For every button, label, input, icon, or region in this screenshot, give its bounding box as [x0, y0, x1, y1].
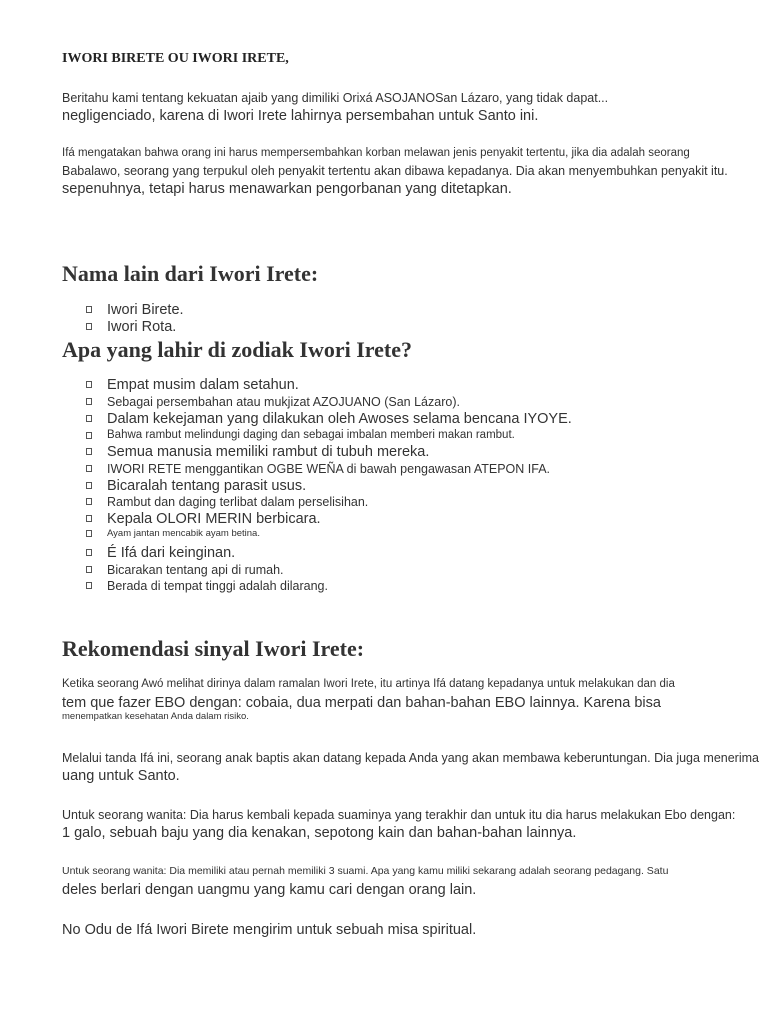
list-item: Semua manusia memiliki rambut di tubuh mereka. [86, 444, 408, 461]
rec-p4-line-2: deles berlari dengan uangmu yang kamu cari dengan orang lain. [62, 882, 477, 898]
list-item: Bicarakan tentang api di rumah. [86, 563, 263, 577]
rec-p3-line-2: 1 galo, sebuah baju yang dia kenakan, sepotong kain dan bahan-bahan lainnya. [62, 825, 577, 841]
rec-p2-line-1: Melalui tanda Ifá ini, seorang anak baptis akan datang kepada Anda yang akan membawa keberuntungan. Dia juga menerima [62, 751, 759, 765]
list-item: Sebagai persembahan atau mukjizat AZOJUANO (San Lázaro). [86, 395, 439, 409]
bullet-icon [86, 465, 92, 472]
section3-heading: Rekomendasi sinyal Iwori Irete: [62, 636, 365, 661]
intro-line-2: negligenciado, karena di Iwori Irete lahirnya persembahan untuk Santo ini. [62, 108, 539, 124]
rec-p1-line-3: menempatkan kesehatan Anda dalam risiko. [62, 711, 249, 722]
list-item: Dalam kekejaman yang dilakukan oleh Awoses selama bencana IYOYE. [86, 411, 551, 428]
rec-p1-line-1: Ketika seorang Awó melihat dirinya dalam ramalan Iwori Irete, itu artinya Ifá datang kepadanya untuk melakukan dan dia [62, 678, 675, 690]
document-title: IWORI BIRETE OU IWORI IRETE, [62, 51, 289, 66]
bullet-icon [86, 515, 92, 522]
bullet-icon [86, 432, 92, 439]
para2-line-3: sepenuhnya, tetapi harus menawarkan pengorbanan yang ditetapkan. [62, 181, 512, 197]
rec-p4-line-1: Untuk seorang wanita: Dia memiliki atau pernah memiliki 3 suami. Apa yang kamu miliki sekarang adalah seorang pedagang. Satu [62, 865, 669, 877]
bullet-icon [86, 306, 92, 313]
bullet-icon [86, 448, 92, 455]
list-item: Bicaralah tentang parasit usus. [86, 478, 285, 495]
list-item: Kepala OLORI MERIN berbicara. [86, 511, 300, 528]
list-item: É Ifá dari keinginan. [86, 545, 214, 562]
list-item: Empat musim dalam setahun. [86, 377, 278, 394]
para2-line-1: Ifá mengatakan bahwa orang ini harus mempersembahkan korban melawan jenis penyakit tertentu, jika dia adalah seorang [62, 147, 690, 159]
section1-heading: Nama lain dari Iwori Irete: [62, 261, 319, 286]
rec-p3-line-1: Untuk seorang wanita: Dia harus kembali kepada suaminya yang terakhir dan untuk itu dia harus melakukan Ebo dengan: [62, 808, 736, 822]
section2-heading: Apa yang lahir di zodiak Iwori Irete? [62, 337, 412, 362]
list-item: Ayam jantan mencabik ayam betina. [86, 529, 239, 540]
rec-p5: No Odu de Ifá Iwori Birete mengirim untuk sebuah misa spiritual. [62, 922, 477, 938]
rec-p2-line-2: uang untuk Santo. [62, 768, 180, 784]
bullet-icon [86, 398, 92, 405]
bullet-icon [86, 566, 92, 573]
bullet-icon [86, 482, 92, 489]
bullet-icon [86, 415, 92, 422]
list-item: Berada di tempat tinggi adalah dilarang. [86, 579, 307, 593]
bullet-icon [86, 323, 92, 330]
bullet-icon [86, 381, 92, 388]
bullet-icon [86, 498, 92, 505]
rec-p1-line-2: tem que fazer EBO dengan: cobaia, dua merpati dan bahan-bahan EBO lainnya. Karena bisa [62, 695, 661, 711]
bullet-icon [86, 530, 92, 537]
list-item: Rambut dan daging terlibat dalam perselisihan. [86, 495, 347, 509]
intro-line-1: Beritahu kami tentang kekuatan ajaib yang dimiliki Orixá ASOJANOSan Lázaro, yang tidak dapat... [62, 91, 609, 105]
bullet-icon [86, 549, 92, 556]
list-item: Bahwa rambut melindungi daging dan sebagai imbalan memberi makan rambut. [86, 429, 494, 442]
list-item: Iwori Birete. [86, 302, 163, 319]
list-item: Iwori Rota. [86, 319, 155, 336]
bullet-icon [86, 582, 92, 589]
list-item: IWORI RETE menggantikan OGBE WEÑA di bawah pengawasan ATEPON IFA. [86, 462, 529, 476]
para2-line-2: Babalawo, seorang yang terpukul oleh penyakit tertentu akan dibawa kepadanya. Dia akan menyembuhkan penyakit itu. [62, 164, 728, 178]
